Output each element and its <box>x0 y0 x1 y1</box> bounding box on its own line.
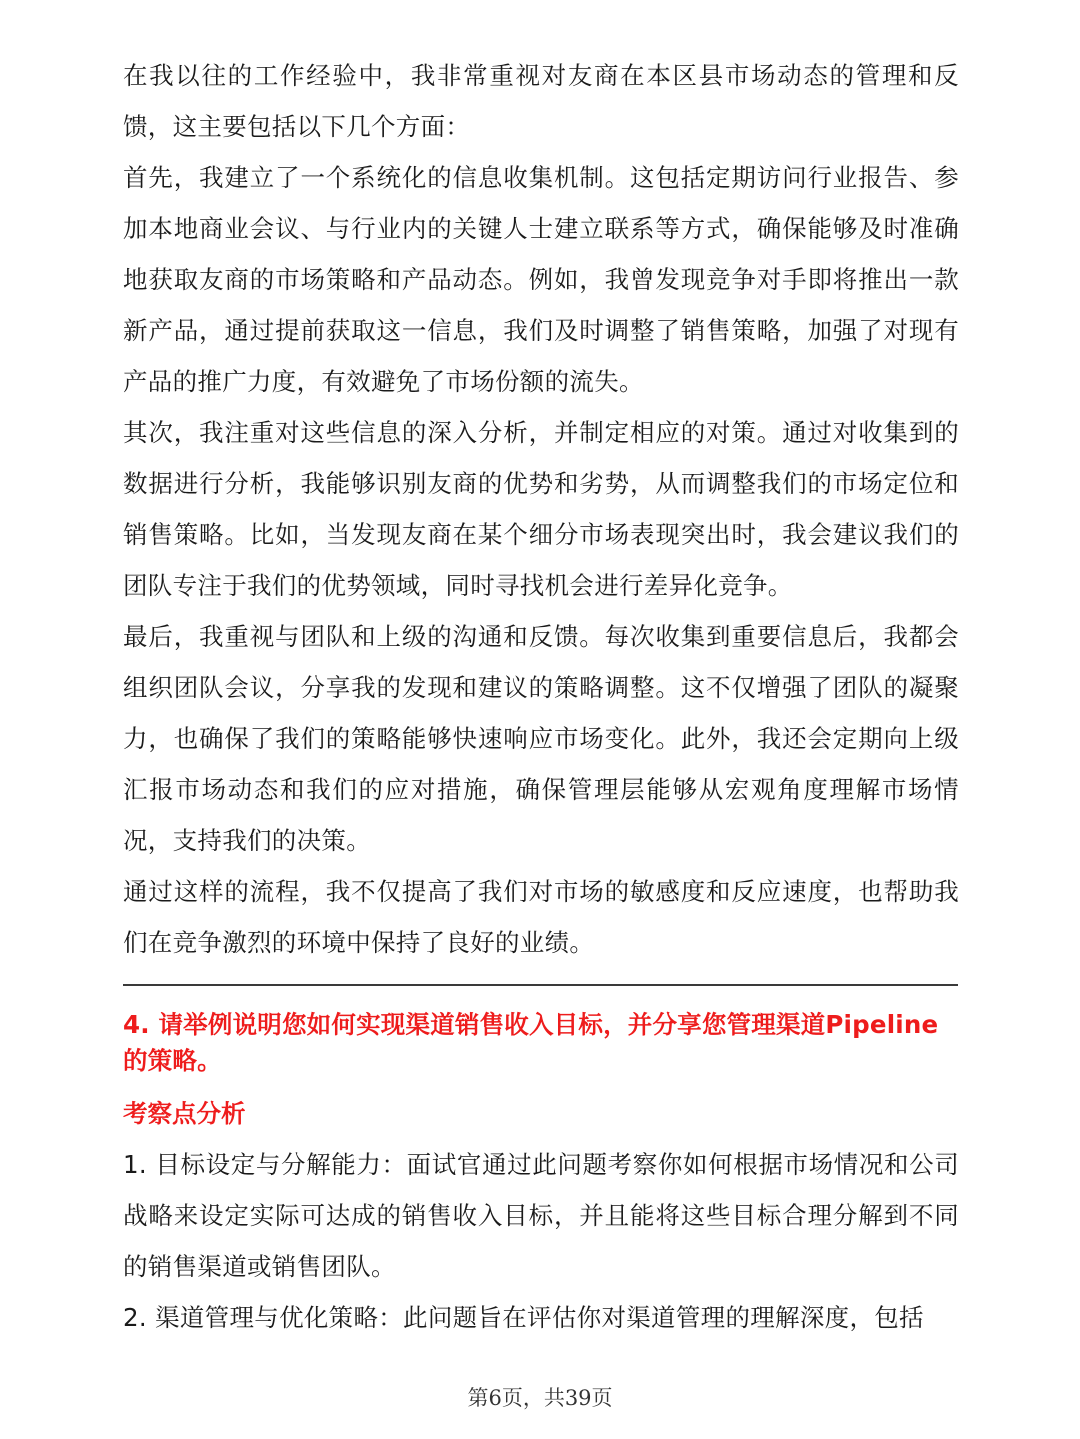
question-heading: 4. 请举例说明您如何实现渠道销售收入目标，并分享您管理渠道Pipeline的策略。 <box>123 1010 939 1075</box>
page-indicator: 第6页，共39页 <box>467 1386 613 1410</box>
paragraph-second-point: 其次，我注重对这些信息的深入分析，并制定相应的对策。通过对收集到的数据进行分析，我能够识别友商的优势和劣势，从而调整我们的市场定位和销售策略。比如，当发现友商在某个细分市场表现突出时，我会建议我们的团队专注于我们的优势领域，同时寻找机会进行差异化竞争。 <box>123 418 959 600</box>
paragraph-third-point: 最后，我重视与团队和上级的沟通和反馈。每次收集到重要信息后，我都会组织团队会议，分享我的发现和建议的策略调整。这不仅增强了团队的凝聚力，也确保了我们的策略能够快速响应市场变化。此外，我还会定期向上级汇报市场动态和我们的应对措施，确保管理层能够从宏观角度理解市场情况，支持我们的决策。 <box>123 622 959 855</box>
analysis-heading: 考察点分析 <box>123 1099 246 1128</box>
analysis-list <box>123 1139 959 1343</box>
analysis-item: 2. 渠道管理与优化策略：此问题旨在评估你对渠道管理的理解深度，包括 <box>123 1303 924 1332</box>
paragraph-conclusion: 通过这样的流程，我不仅提高了我们对市场的敏感度和反应速度，也帮助我们在竞争激烈的环境中保持了良好的业绩。 <box>123 877 959 957</box>
paragraph-first-point: 首先，我建立了一个系统化的信息收集机制。这包括定期访问行业报告、参加本地商业会议、与行业内的关键人士建立联系等方式，确保能够及时准确地获取友商的市场策略和产品动态。例如，我曾发现竞争对手即将推出一款新产品，通过提前获取这一信息，我们及时调整了销售策略，加强了对现有产品的推广力度，有效避免了市场份额的流失。 <box>123 163 959 396</box>
analysis-item: 1. 目标设定与分解能力：面试官通过此问题考察你如何根据市场情况和公司战略来设定实际可达成的销售收入目标，并且能将这些目标合理分解到不同的销售渠道或销售团队。 <box>123 1150 959 1281</box>
section-divider <box>123 984 958 986</box>
paragraph-intro: 在我以往的工作经验中，我非常重视对友商在本区县市场动态的管理和反馈，这主要包括以下几个方面： <box>123 61 959 141</box>
document-body <box>123 50 959 968</box>
